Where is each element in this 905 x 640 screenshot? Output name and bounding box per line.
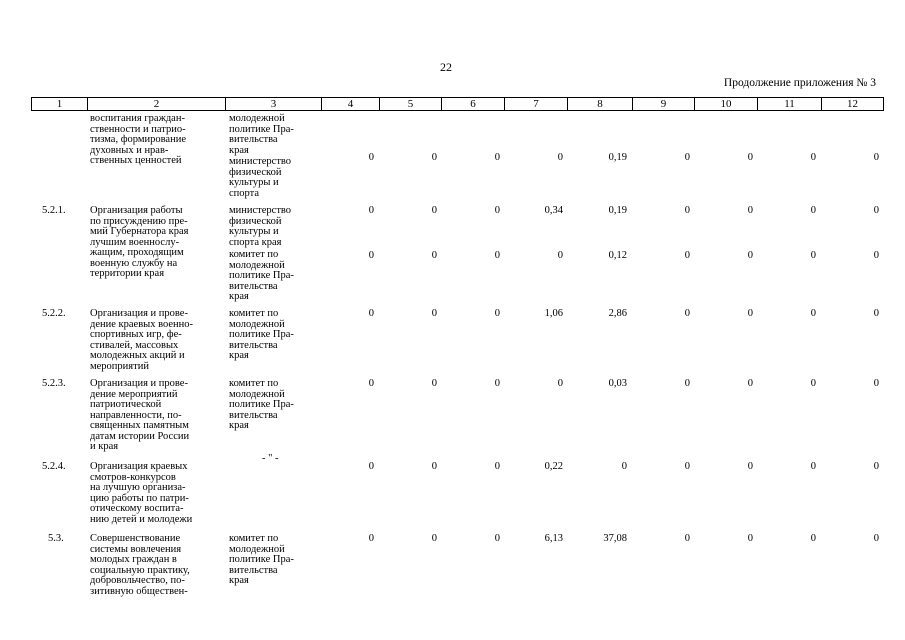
value-cell-col-4: 0	[368, 461, 374, 472]
header-col-6: 6	[470, 98, 476, 110]
header-col-2: 2	[153, 98, 160, 110]
value-cell-col-10: 0	[747, 250, 753, 261]
value-cell-col-11: 0	[810, 461, 816, 472]
value-cell-col-7: 0	[557, 152, 563, 163]
row-executor: комитет по молодежной политике Пра- вительства края	[229, 378, 294, 431]
value-cell-col-8: 0,19	[608, 205, 627, 216]
value-cell-col-9: 0	[684, 461, 690, 472]
value-cell-col-9: 0	[684, 152, 690, 163]
value-cell-col-8: 2,86	[608, 308, 627, 319]
value-cell-col-6: 0	[494, 308, 500, 319]
value-cell-col-9: 0	[684, 308, 690, 319]
header-col-7: 7	[533, 98, 539, 110]
value-cell-col-7: 6,13	[544, 533, 563, 544]
value-cell-col-6: 0	[494, 205, 500, 216]
header-col-8: 8	[597, 98, 603, 110]
value-cell-col-5: 0	[431, 461, 437, 472]
value-cell-col-4: 0	[368, 378, 374, 389]
value-cell-col-12: 0	[873, 152, 879, 163]
value-cell-col-11: 0	[810, 533, 816, 544]
value-cell-col-7: 0	[557, 250, 563, 261]
value-cell-col-11: 0	[810, 250, 816, 261]
header-col-9: 9	[660, 98, 667, 110]
value-cell-col-10: 0	[747, 378, 753, 389]
value-cell-col-4: 0	[368, 152, 374, 163]
value-cell-col-12: 0	[873, 461, 879, 472]
row-name: Совершенствование системы вовлечения молодых граждан в социальную практику, добровольчество, по- зитивную обществен-	[90, 533, 190, 597]
value-cell-col-9: 0	[684, 378, 690, 389]
value-cell-col-7: 0,22	[544, 461, 563, 472]
value-cell-col-5: 0	[431, 533, 437, 544]
value-cell-col-7: 1,06	[544, 308, 563, 319]
page-number: 22	[440, 60, 452, 74]
value-cell-col-11: 0	[810, 152, 816, 163]
header-col-1: 1	[56, 98, 63, 110]
row-executor: министерство физической культуры и спорта	[229, 156, 292, 199]
value-cell-col-9: 0	[684, 205, 690, 216]
row-name: Организация краевых смотров-конкурсов на лучшую организа- цию работы по патри- отическому воспита- нию детей и молодежи	[90, 461, 193, 525]
header-col-5: 5	[407, 98, 414, 110]
value-cell-col-5: 0	[431, 378, 437, 389]
value-cell-col-6: 0	[494, 250, 500, 261]
value-cell-col-7: 0	[557, 378, 563, 389]
value-cell-col-10: 0	[747, 152, 753, 163]
value-cell-col-5: 0	[431, 152, 437, 163]
value-cell-col-12: 0	[873, 250, 879, 261]
value-cell-col-4: 0	[368, 250, 374, 261]
row-executor: комитет по молодежной политике Пра- вительства края	[229, 249, 294, 302]
value-cell-col-10: 0	[747, 205, 753, 216]
table-header	[31, 97, 884, 111]
value-cell-col-8: 0	[621, 461, 627, 472]
value-cell-col-7: 0,34	[544, 205, 563, 216]
value-cell-col-8: 0,03	[608, 378, 627, 389]
header-col-4: 4	[347, 98, 354, 110]
value-cell-col-8: 0,12	[608, 250, 627, 261]
value-cell-col-5: 0	[431, 205, 437, 216]
row-number: 5.3.	[48, 533, 64, 544]
value-cell-col-5: 0	[431, 250, 437, 261]
row-number: 5.2.2.	[42, 308, 66, 319]
value-cell-col-11: 0	[810, 205, 816, 216]
value-cell-col-11: 0	[810, 378, 816, 389]
value-cell-col-12: 0	[873, 533, 879, 544]
value-cell-col-4: 0	[368, 205, 374, 216]
row-executor: - " -	[262, 453, 279, 464]
continuation-label: Продолжение приложения № 3	[723, 77, 876, 89]
row-executor: министерство физической культуры и спорта края	[229, 205, 292, 248]
value-cell-col-12: 0	[873, 205, 879, 216]
value-cell-col-10: 0	[747, 308, 753, 319]
value-cell-col-4: 0	[368, 308, 374, 319]
header-col-3: 3	[270, 98, 277, 110]
value-cell-col-9: 0	[684, 250, 690, 261]
value-cell-col-10: 0	[747, 461, 753, 472]
row-name: Организация и прове- дение мероприятий патриотической направленности, по- священных памятным датам истории России и края	[90, 378, 190, 452]
value-cell-col-6: 0	[494, 378, 500, 389]
row-name: Организация и прове- дение краевых военно- спортивных игр, фе- стивалей, массовых молодежных акций и мероприятий	[90, 308, 193, 372]
value-cell-col-4: 0	[368, 533, 374, 544]
header-col-10: 10	[720, 98, 732, 110]
row-number: 5.2.3.	[42, 378, 66, 389]
row-executor: комитет по молодежной политике Пра- вительства края	[229, 308, 294, 361]
value-cell-col-6: 0	[494, 533, 500, 544]
value-cell-col-11: 0	[810, 308, 816, 319]
header-col-12: 12	[847, 98, 858, 110]
row-executor: комитет по молодежной политике Пра- вительства края	[229, 533, 294, 586]
value-cell-col-8: 37,08	[603, 533, 627, 544]
row-number: 5.2.1.	[42, 205, 66, 216]
value-cell-col-12: 0	[873, 308, 879, 319]
row-number: 5.2.4.	[42, 461, 66, 472]
header-col-11: 11	[784, 98, 795, 110]
value-cell-col-12: 0	[873, 378, 879, 389]
value-cell-col-9: 0	[684, 533, 690, 544]
row-name: Организация работы по присуждению пре- мий Губернатора края лучшим военнослу- жащим, проходящим военную службу на территории края	[90, 205, 189, 279]
row-executor: молодежной политике Пра- вительства края	[229, 113, 294, 156]
value-cell-col-5: 0	[431, 308, 437, 319]
value-cell-col-8: 0,19	[608, 152, 627, 163]
value-cell-col-10: 0	[747, 533, 753, 544]
row-name: воспитания граждан- ственности и патрио- тизма, формирование духовных и нрав- ственных ценностей	[90, 113, 186, 166]
value-cell-col-6: 0	[494, 152, 500, 163]
value-cell-col-6: 0	[494, 461, 500, 472]
